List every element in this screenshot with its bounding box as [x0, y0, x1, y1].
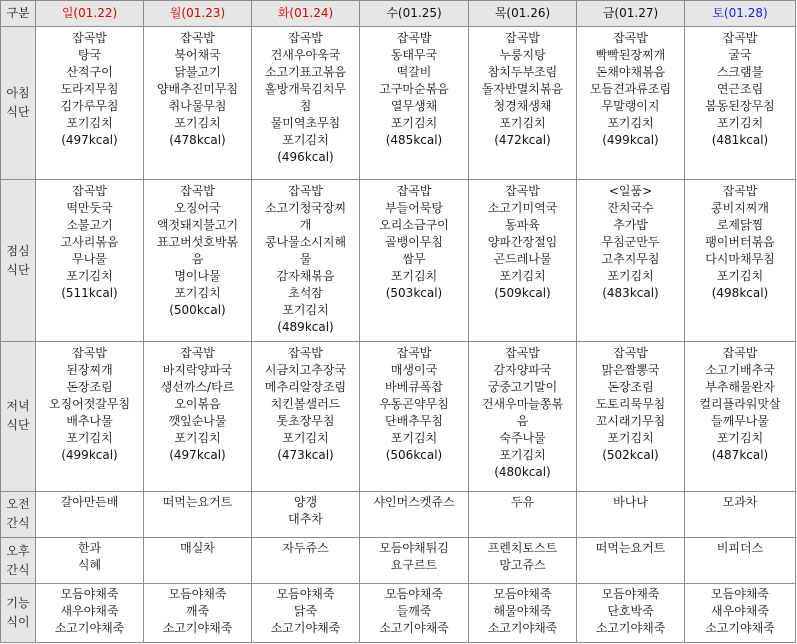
menu-item: 매생이국	[390, 363, 438, 378]
menu-item: (503kcal)	[385, 286, 443, 301]
menu-item: 프렌치토스트	[487, 540, 558, 555]
morning-snack-cell-sun	[36, 491, 144, 537]
morning-snack-row	[1, 491, 796, 537]
menu-item: 봄동된장무침	[705, 99, 775, 113]
dinner-cell-thu	[469, 342, 577, 491]
menu-item: 소고기야채죽	[270, 621, 341, 636]
menu-item: 깨죽	[185, 604, 210, 619]
menu-item: 도토리묵무침	[595, 397, 666, 412]
afternoon-snack-cell-thu	[469, 537, 577, 583]
afternoon-snack-label	[1, 537, 36, 583]
menu-item: 건새우아욱국	[270, 48, 341, 62]
menu-item: 포기김치	[499, 116, 546, 130]
menu-item: 포기김치	[390, 269, 438, 284]
menu-item: 고추지무침	[601, 252, 660, 267]
menu-item: 잡곡밥	[72, 346, 107, 361]
menu-item: 굴국	[728, 48, 752, 62]
menu-item: 잔치국수	[607, 201, 654, 216]
menu-item: 요구르트	[390, 557, 438, 572]
menu-item: 개	[299, 218, 312, 233]
menu-item: 잡곡밥	[505, 346, 540, 361]
menu-item: 단호박죽	[607, 604, 654, 619]
afternoon-snack-cell-mon	[144, 537, 252, 583]
menu-item: 잡곡밥	[613, 31, 648, 45]
afternoon-snack-cell-sun	[36, 537, 144, 583]
menu-item: 포기김치	[174, 431, 221, 446]
menu-item: 침	[299, 99, 312, 113]
functional-diet-cell-fri	[577, 584, 685, 643]
breakfast-cell-tue	[252, 27, 360, 180]
menu-item: (499kcal)	[602, 133, 659, 147]
lunch-cell-sat	[685, 180, 796, 342]
menu-item: 자두쥬스	[282, 540, 329, 555]
menu-item: 닭죽	[293, 604, 318, 619]
menu-item: 잡곡밥	[288, 31, 323, 45]
menu-item: 대추차	[288, 511, 323, 526]
menu-item: 꼬시래기무침	[595, 414, 666, 429]
menu-item: 들깨무나물	[711, 414, 769, 429]
lunch-cell-sun	[36, 180, 144, 342]
menu-item: (497kcal)	[61, 133, 118, 147]
menu-item: 콩비지찌개	[711, 201, 769, 216]
menu-item: 돈장조림	[607, 380, 654, 395]
menu-item: 포기김치	[390, 431, 438, 446]
functional-diet-cell-wed	[360, 584, 469, 643]
menu-item: 무나물	[72, 252, 107, 267]
menu-item: (509kcal)	[494, 286, 551, 301]
menu-item: 잡곡밥	[288, 346, 323, 361]
menu-item: 잡곡밥	[722, 346, 758, 361]
morning-snack-cell-thu	[469, 491, 577, 537]
menu-item: 떡만둣국	[66, 201, 113, 216]
functional-diet-cell-thu	[469, 584, 577, 643]
menu-item: 소고기미역국	[487, 201, 558, 216]
breakfast-row	[1, 27, 796, 180]
menu-item: 해물야채죽	[493, 604, 552, 619]
menu-item: (473kcal)	[277, 448, 334, 463]
menu-item: 양파간장절임	[487, 235, 558, 250]
menu-item: 추가밥	[613, 218, 648, 233]
menu-item: <일품>	[608, 184, 653, 199]
header-row	[1, 1, 796, 27]
day-header-mon: 월(01.23)	[144, 1, 252, 27]
menu-item: 소고기표고볶음	[264, 65, 347, 79]
morning-snack-cell-tue	[252, 491, 360, 537]
menu-item: 포기김치	[607, 431, 654, 446]
menu-item: 바지락양파국	[162, 363, 233, 378]
menu-item: 도라지무침	[60, 82, 119, 96]
morning-snack-cell-wed	[360, 491, 469, 537]
menu-item: 비피더스	[716, 540, 764, 555]
menu-item: 포기김치	[174, 116, 221, 130]
menu-item: 포기김치	[607, 116, 654, 130]
menu-item: 열무생채	[390, 99, 438, 113]
menu-item: 잡곡밥	[722, 184, 758, 199]
menu-item: 잡곡밥	[613, 346, 648, 361]
menu-item: 배추나물	[66, 414, 113, 429]
menu-item: 김가루무침	[60, 99, 119, 113]
menu-item: (496kcal)	[277, 150, 334, 164]
dinner-cell-sat	[685, 342, 796, 491]
menu-item: 골뱅이무침	[385, 235, 443, 250]
day-header-sat: 토(01.28)	[685, 1, 796, 27]
menu-item: (483kcal)	[602, 286, 659, 301]
menu-item: (502kcal)	[602, 448, 659, 463]
row-label-line: 점심	[6, 243, 30, 258]
menu-item: (489kcal)	[277, 320, 334, 335]
menu-item: 음	[516, 414, 529, 429]
functional-diet-row	[1, 584, 796, 643]
row-label-line: 식이	[6, 615, 30, 630]
menu-item: 부들어묵탕	[385, 201, 443, 216]
menu-item: (485kcal)	[385, 133, 443, 147]
row-label-line: 간식	[6, 516, 30, 531]
lunch-cell-mon	[144, 180, 252, 342]
menu-item: 물미역초무침	[270, 116, 341, 130]
menu-body	[1, 27, 796, 643]
dinner-cell-mon	[144, 342, 252, 491]
morning-snack-cell-fri	[577, 491, 685, 537]
menu-item: 빡빡된장찌개	[595, 48, 666, 62]
menu-item: 부추해물완자	[705, 380, 775, 395]
afternoon-snack-row	[1, 537, 796, 583]
dinner-cell-tue	[252, 342, 360, 491]
menu-item: 새우야채죽	[60, 604, 119, 619]
menu-item: 한과	[77, 540, 102, 555]
day-header-tue: 화(01.24)	[252, 1, 360, 27]
dinner-cell-sun	[36, 342, 144, 491]
breakfast-cell-sun	[36, 27, 144, 180]
menu-item: 톳초장무침	[276, 414, 335, 429]
menu-item: (478kcal)	[169, 133, 226, 147]
menu-item: 잡곡밥	[180, 346, 215, 361]
menu-item: 생선까스/타르	[160, 380, 235, 395]
lunch-cell-wed	[360, 180, 469, 342]
menu-item: 액젓돼지불고기	[156, 218, 239, 233]
menu-item: 포기김치	[607, 269, 654, 284]
menu-item: (487kcal)	[711, 448, 769, 463]
menu-item: 오징어젓갈무침	[48, 397, 131, 412]
menu-item: 포기김치	[282, 303, 329, 318]
menu-item: (472kcal)	[494, 133, 551, 147]
menu-item: 포기김치	[174, 286, 221, 301]
row-label-line: 저녁	[6, 399, 30, 414]
menu-item: 포기김치	[282, 431, 329, 446]
menu-item: 고구마순볶음	[379, 82, 449, 96]
menu-item: 오징어국	[174, 201, 221, 216]
menu-item: 된장찌개	[66, 363, 113, 378]
menu-item: 돈장조림	[66, 380, 113, 395]
menu-item: (498kcal)	[711, 286, 769, 301]
menu-item: 궁중고기말이	[487, 380, 558, 395]
menu-item: (500kcal)	[169, 303, 226, 318]
afternoon-snack-cell-fri	[577, 537, 685, 583]
menu-item: 잡곡밥	[505, 184, 540, 199]
menu-item: 쌈무	[402, 252, 426, 267]
menu-item: 잡곡밥	[72, 184, 107, 199]
menu-item: 깻잎순나물	[168, 414, 227, 429]
menu-item: 양배추진미무침	[156, 82, 239, 96]
menu-item: 망고쥬스	[499, 557, 546, 572]
menu-item: 잡곡밥	[396, 346, 432, 361]
menu-item: 돈채야채볶음	[595, 65, 666, 79]
day-header-fri: 금(01.27)	[577, 1, 685, 27]
menu-item: 소고기배추국	[705, 363, 775, 378]
menu-item: 팽이버터볶음	[705, 235, 775, 250]
menu-item: 모듬야채죽	[60, 587, 119, 602]
row-label-line: 식단	[6, 105, 30, 120]
menu-item: 맑은짬뽕국	[601, 363, 660, 378]
lunch-cell-fri	[577, 180, 685, 342]
menu-item: 초석잠	[288, 286, 323, 301]
menu-item: 매실차	[180, 540, 215, 555]
breakfast-cell-mon	[144, 27, 252, 180]
functional-diet-cell-sat	[685, 584, 796, 643]
menu-item: 샤인머스켓쥬스	[373, 494, 455, 509]
menu-item: 모듬야채죽	[385, 587, 443, 602]
menu-item: 동태무국	[390, 48, 438, 62]
menu-item: 명이나물	[174, 269, 221, 284]
menu-item: 식혜	[77, 557, 102, 572]
row-label-line: 오후	[6, 543, 30, 558]
menu-item: 모듬야채죽	[168, 587, 227, 602]
menu-item: 포기김치	[66, 269, 113, 284]
menu-item: 물	[299, 252, 312, 267]
menu-item: 감자양파국	[493, 363, 552, 378]
menu-item: 치킨볼샐러드	[270, 397, 341, 412]
menu-item: 포기김치	[66, 431, 113, 446]
menu-item: 소고기청국장찌	[264, 201, 347, 216]
row-label-line: 기능	[6, 596, 30, 611]
menu-item: 단배추무침	[385, 414, 443, 429]
row-label-line: 식단	[6, 418, 30, 433]
menu-item: 무말랭이지	[601, 99, 660, 113]
menu-item: 연근조림	[716, 82, 764, 96]
menu-item: 닭불고기	[174, 65, 221, 79]
menu-item: 모듬야채죽	[276, 587, 335, 602]
breakfast-cell-thu	[469, 27, 577, 180]
menu-item: 소불고기	[66, 218, 113, 233]
menu-item: 잡곡밥	[72, 31, 107, 45]
menu-item: 컬리플라워맛살	[699, 397, 781, 412]
morning-snack-label	[1, 491, 36, 537]
menu-item: 들깨죽	[396, 604, 432, 619]
menu-item: 바베큐폭찹	[385, 380, 443, 395]
lunch-label	[1, 180, 36, 342]
menu-item: 북어채국	[174, 48, 221, 62]
menu-item: (480kcal)	[494, 465, 551, 480]
menu-item: 음	[191, 252, 204, 267]
breakfast-cell-sat	[685, 27, 796, 180]
menu-item: 소고기야채죽	[595, 621, 666, 636]
menu-item: 잡곡밥	[288, 184, 323, 199]
menu-item: 산적구이	[66, 65, 113, 79]
afternoon-snack-cell-wed	[360, 537, 469, 583]
menu-item: 떠먹는요거트	[595, 540, 666, 555]
menu-item: 탕국	[77, 48, 102, 62]
menu-item: 포기김치	[499, 269, 546, 284]
menu-item: (481kcal)	[711, 133, 769, 147]
menu-item: 잡곡밥	[180, 184, 215, 199]
menu-item: 소고기야채죽	[379, 621, 449, 636]
row-label-line: 식단	[6, 262, 30, 277]
menu-item: 모듬야채튀김	[379, 540, 449, 555]
menu-item: 시금치고추장국	[264, 363, 347, 378]
menu-item: 참치두부조림	[487, 65, 558, 79]
menu-item: (499kcal)	[61, 448, 118, 463]
row-label-line: 아침	[6, 86, 30, 101]
menu-item: 취나물무침	[168, 99, 227, 113]
menu-item: 감자채볶음	[276, 269, 335, 284]
menu-item: (511kcal)	[61, 286, 118, 301]
menu-item: 갈아만든배	[60, 494, 119, 509]
menu-item: 잡곡밥	[396, 31, 432, 45]
dinner-cell-fri	[577, 342, 685, 491]
menu-item: 로제닭찜	[716, 218, 764, 233]
menu-item: 포기김치	[499, 448, 546, 463]
menu-item: 포기김치	[282, 133, 329, 147]
breakfast-cell-fri	[577, 27, 685, 180]
dinner-label	[1, 342, 36, 491]
menu-item: 건새우마늘쫑볶	[481, 397, 564, 412]
menu-item: 청경채생채	[493, 99, 552, 113]
menu-item: 표고버섯호박볶	[156, 235, 239, 250]
menu-item: 메추리알장조림	[264, 380, 347, 395]
menu-item: 오리소금구이	[379, 218, 449, 233]
day-header-sun: 일(01.22)	[36, 1, 144, 27]
menu-item: 고사리볶음	[60, 235, 119, 250]
menu-item: 포기김치	[390, 116, 438, 130]
menu-item: 잡곡밥	[722, 31, 758, 45]
menu-item: 콩나물소시지해	[264, 235, 347, 250]
menu-item: 스크램블	[716, 65, 764, 79]
menu-item: (506kcal)	[385, 448, 443, 463]
menu-item: 포기김치	[66, 116, 113, 130]
menu-item: 소고기야채죽	[705, 621, 775, 636]
menu-item: 잡곡밥	[180, 31, 215, 45]
menu-item: 소고기야채죽	[54, 621, 125, 636]
menu-item: 모과차	[722, 494, 758, 509]
morning-snack-cell-mon	[144, 491, 252, 537]
menu-item: 두유	[510, 494, 535, 509]
menu-item: 소고기야채죽	[487, 621, 558, 636]
dinner-cell-wed	[360, 342, 469, 491]
menu-item: 떠먹는요거트	[162, 494, 233, 509]
functional-diet-cell-sun	[36, 584, 144, 643]
menu-item: 새우야채죽	[711, 604, 769, 619]
dinner-row	[1, 342, 796, 491]
menu-item: 모듬야채죽	[711, 587, 769, 602]
functional-diet-cell-tue	[252, 584, 360, 643]
breakfast-cell-wed	[360, 27, 469, 180]
menu-item: 우동곤약무침	[379, 397, 449, 412]
menu-item: 잡곡밥	[396, 184, 432, 199]
menu-item: 잡곡밥	[505, 31, 540, 45]
lunch-row	[1, 180, 796, 342]
menu-item: 곤드레나물	[493, 252, 552, 267]
menu-item: 모듬견과류조림	[589, 82, 672, 96]
menu-item: 포기김치	[716, 431, 764, 446]
lunch-cell-tue	[252, 180, 360, 342]
menu-item: 모듬야채죽	[601, 587, 660, 602]
menu-item: 모듬야채죽	[493, 587, 552, 602]
breakfast-label	[1, 27, 36, 180]
menu-item: 누룽지탕	[499, 48, 546, 62]
menu-item: 홀방개묵김치무	[264, 82, 347, 96]
day-header-wed: 수(01.25)	[360, 1, 469, 27]
functional-diet-cell-mon	[144, 584, 252, 643]
afternoon-snack-cell-tue	[252, 537, 360, 583]
menu-item: 포기김치	[716, 116, 764, 130]
lunch-cell-thu	[469, 180, 577, 342]
morning-snack-cell-sat	[685, 491, 796, 537]
menu-item: 돌자반멸치볶음	[481, 82, 564, 96]
menu-item: (497kcal)	[169, 448, 226, 463]
menu-item: 떡갈비	[396, 65, 432, 79]
menu-item: 숙주나물	[499, 431, 546, 446]
menu-item: 오이볶음	[174, 397, 221, 412]
row-label-line: 오전	[6, 497, 30, 512]
menu-item: 소고기야채죽	[162, 621, 233, 636]
menu-item: 바나나	[613, 494, 648, 509]
functional-diet-label	[1, 584, 36, 643]
row-label-line: 간식	[6, 562, 30, 577]
menu-item: 포기김치	[716, 269, 764, 284]
menu-item: 동파육	[505, 218, 540, 233]
day-header-thu: 목(01.26)	[469, 1, 577, 27]
menu-item: 양갱	[293, 494, 318, 509]
header-corner: 구분	[1, 1, 36, 27]
afternoon-snack-cell-sat	[685, 537, 796, 583]
menu-item: 다시마채무침	[705, 252, 775, 267]
menu-item: 무침군만두	[601, 235, 660, 250]
